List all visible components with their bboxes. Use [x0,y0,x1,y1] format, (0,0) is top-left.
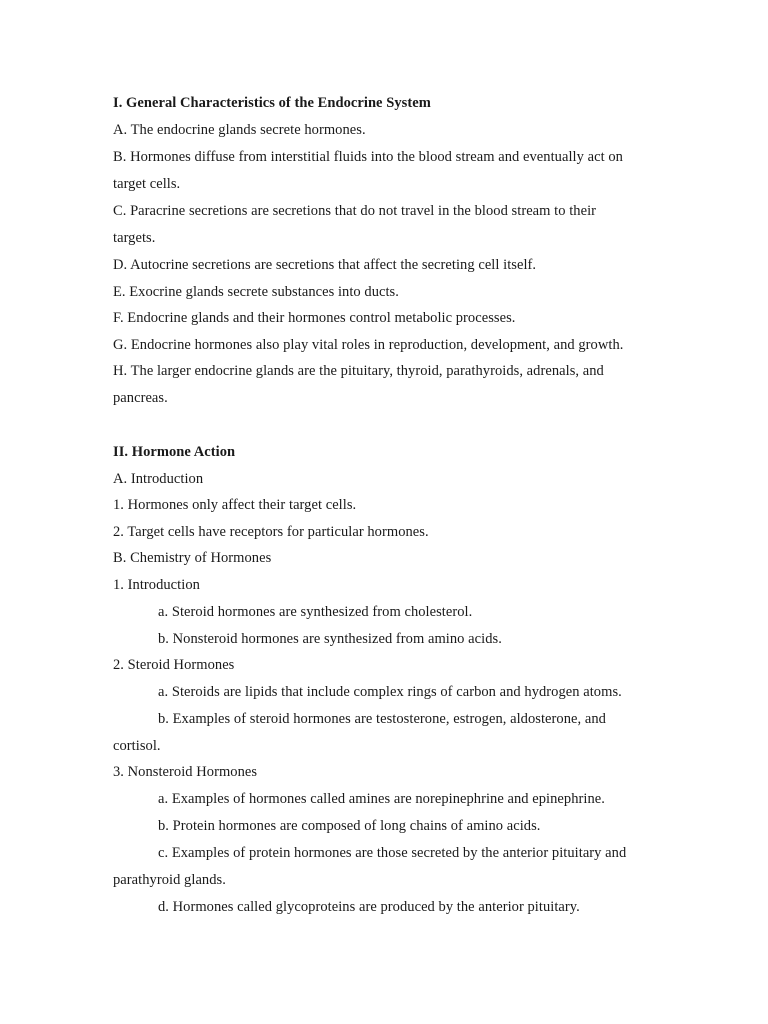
section-2-item-a1: 1. Hormones only affect their target cells. [113,497,357,513]
section-1-item-h-cont: pancreas. [113,390,168,406]
section-1-item-g: G. Endocrine hormones also play vital roles in reproduction, development, and growth. [113,337,624,353]
section-2-item-a2: 2. Target cells have receptors for particular hormones. [113,524,429,540]
section-2-item-b1a: a. Steroid hormones are synthesized from cholesterol. [158,604,473,620]
section-2-item-b3a: a. Examples of hormones called amines are norepinephrine and epinephrine. [158,791,605,807]
section-1-item-c-cont: targets. [113,230,156,246]
section-1-item-c: C. Paracrine secretions are secretions that do not travel in the blood stream to their [113,203,597,219]
section-1-item-h: H. The larger endocrine glands are the pituitary, thyroid, parathyroids, adrenals, and [113,363,604,379]
section-2-item-b3b: b. Protein hormones are composed of long chains of amino acids. [158,818,541,834]
section-2-item-b1b: b. Nonsteroid hormones are synthesized from amino acids. [158,631,502,647]
section-2-item-b3c: c. Examples of protein hormones are those secreted by the anterior pituitary and [158,845,627,861]
section-1-item-b-cont: target cells. [113,176,181,192]
section-2-item-b2: 2. Steroid Hormones [113,657,235,673]
section-2-item-b3d: d. Hormones called glycoproteins are produced by the anterior pituitary. [158,899,580,915]
section-2-item-a: A. Introduction [113,471,204,487]
section-2-item-b1: 1. Introduction [113,577,200,593]
section-2-heading: II. Hormone Action [113,444,236,460]
section-2-item-b3c-cont: parathyroid glands. [113,872,226,888]
section-1-item-e: E. Exocrine glands secrete substances into ducts. [113,284,399,300]
section-1-item-b: B. Hormones diffuse from interstitial fluids into the blood stream and eventually act on [113,149,623,165]
section-2-item-b2a: a. Steroids are lipids that include complex rings of carbon and hydrogen atoms. [158,684,622,700]
section-1-heading: I. General Characteristics of the Endocrine System [113,95,431,111]
section-1-item-d: D. Autocrine secretions are secretions that affect the secreting cell itself. [113,257,537,273]
section-1-item-a: A. The endocrine glands secrete hormones. [113,122,366,138]
section-2-item-b3: 3. Nonsteroid Hormones [113,764,258,780]
section-2-item-b: B. Chemistry of Hormones [113,550,272,566]
section-2-item-b2b-cont: cortisol. [113,738,161,754]
section-2-item-b2b: b. Examples of steroid hormones are testosterone, estrogen, aldosterone, and [158,711,606,727]
section-1-item-f: F. Endocrine glands and their hormones control metabolic processes. [113,310,516,326]
